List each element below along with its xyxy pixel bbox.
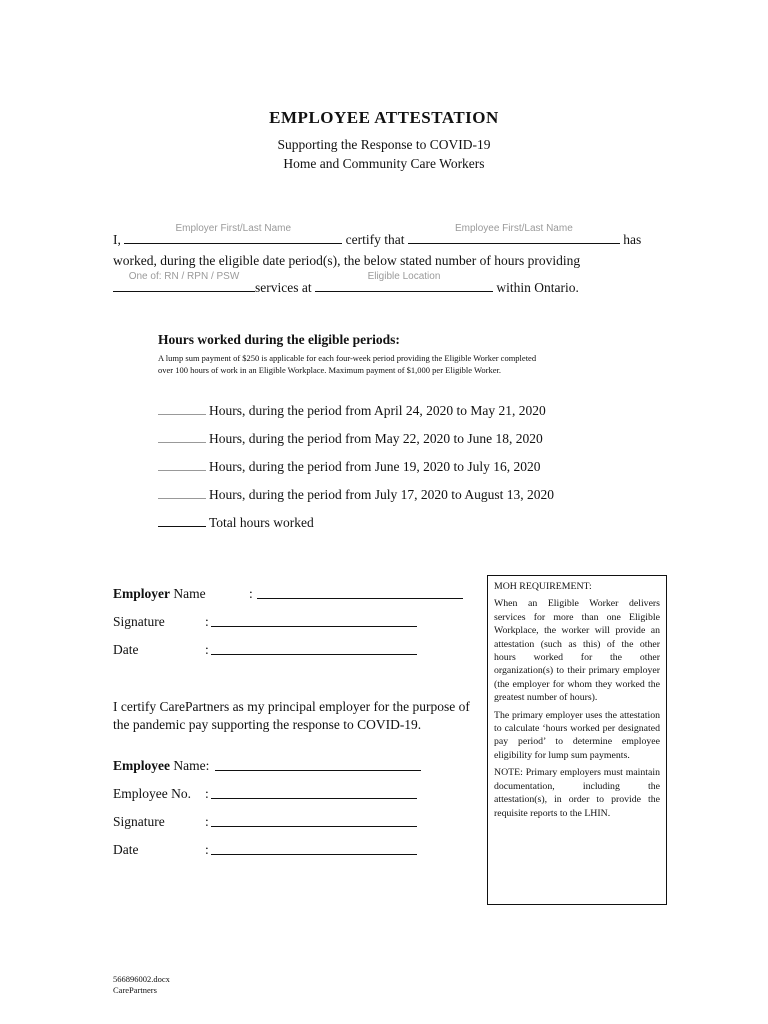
period-label: Hours, during the period from May 22, 2020 to June 18, 2020 bbox=[209, 431, 543, 446]
hours-row bbox=[158, 402, 546, 419]
employer-name-placeholder: Employer First/Last Name bbox=[175, 223, 292, 234]
hours-note-line-1: A lump sum payment of $250 is applicable for each four-week period providing the Eligible Worker completed bbox=[158, 353, 537, 363]
footer-filename: 566896002.docx bbox=[113, 974, 170, 984]
employee-number-label: Employee No. bbox=[113, 786, 191, 801]
colon: : bbox=[205, 614, 209, 629]
footer-company: CarePartners bbox=[113, 985, 157, 995]
employee-name-label: Name: bbox=[170, 758, 210, 773]
hours-note bbox=[158, 352, 618, 376]
hours-input-period-3[interactable] bbox=[158, 458, 206, 471]
attestation-line-2: worked, during the eligible date period(s), the below stated number of hours providing bbox=[113, 253, 581, 268]
document-title: EMPLOYEE ATTESTATION bbox=[269, 108, 499, 127]
role-placeholder: One of: RN / RPN / PSW bbox=[128, 271, 240, 282]
employer-name-field[interactable] bbox=[124, 223, 342, 244]
moh-paragraph-1: When an Eligible Worker delivers services for more than one Eligible Workplace, the worker will provide an attestation (such as this) of the other hours worked for the other organization(s) to their primary employer (the employer for whom they worked the greatest number of hours). bbox=[494, 598, 660, 704]
services-at-text: services at bbox=[255, 280, 312, 295]
employee-number-line[interactable] bbox=[211, 786, 417, 799]
period-label: Hours, during the period from July 17, 2020 to August 13, 2020 bbox=[209, 487, 554, 502]
employer-date-row bbox=[113, 642, 209, 658]
employee-date-label: Date bbox=[113, 842, 139, 857]
colon: : bbox=[249, 586, 253, 601]
employee-signature-line[interactable] bbox=[211, 814, 417, 827]
certify-that-text: certify that bbox=[345, 232, 405, 247]
employee-name-row bbox=[113, 758, 209, 774]
employer-bold-label: Employer bbox=[113, 586, 170, 601]
employee-name-field[interactable] bbox=[408, 223, 620, 244]
employer-signature-row bbox=[113, 614, 209, 630]
moh-requirement-box bbox=[487, 575, 667, 905]
period-label: Hours, during the period from April 24, 2020 to May 21, 2020 bbox=[209, 403, 546, 418]
document-subtitle-2: Home and Community Care Workers bbox=[283, 156, 485, 171]
document-subtitle-1: Supporting the Response to COVID-19 bbox=[277, 137, 491, 152]
employee-bold-label: Employee bbox=[113, 758, 170, 773]
employer-name-label: Name bbox=[170, 586, 206, 601]
colon: : bbox=[205, 786, 209, 801]
employer-signature-line[interactable] bbox=[211, 614, 417, 627]
hours-input-period-2[interactable] bbox=[158, 430, 206, 443]
employer-date-line[interactable] bbox=[211, 642, 417, 655]
hours-input-period-1[interactable] bbox=[158, 402, 206, 415]
moh-heading: MOH REQUIREMENT: bbox=[494, 581, 592, 592]
colon: : bbox=[205, 842, 209, 857]
colon: : bbox=[205, 642, 209, 657]
hours-row bbox=[158, 458, 540, 475]
moh-paragraph-3: NOTE: Primary employers must maintain documentation, including the attestation(s), in order to provide the requisite reports to the LHIN. bbox=[494, 767, 660, 819]
employer-signature-label: Signature bbox=[113, 614, 165, 629]
colon: : bbox=[205, 814, 209, 829]
attestation-line-1 bbox=[113, 223, 642, 248]
employee-name-line[interactable] bbox=[215, 758, 421, 771]
employee-date-line[interactable] bbox=[211, 842, 417, 855]
employee-number-row bbox=[113, 786, 209, 802]
role-field[interactable] bbox=[113, 271, 255, 292]
period-label: Hours, during the period from June 19, 2020 to July 16, 2020 bbox=[209, 459, 541, 474]
i-text: I, bbox=[113, 232, 121, 247]
employer-name-row bbox=[113, 586, 253, 602]
hours-row bbox=[158, 430, 543, 447]
within-ontario-text: within Ontario. bbox=[496, 280, 579, 295]
employee-date-row bbox=[113, 842, 209, 858]
location-field[interactable] bbox=[315, 271, 493, 292]
employer-name-line[interactable] bbox=[257, 586, 463, 599]
employee-name-placeholder: Employee First/Last Name bbox=[454, 223, 573, 234]
certify-statement: I certify CarePartners as my principal employer for the purpose of the pandemic pay supporting the response to COVID-19. bbox=[113, 699, 470, 732]
hours-input-period-4[interactable] bbox=[158, 486, 206, 499]
employee-signature-row bbox=[113, 814, 209, 830]
attestation-line-3 bbox=[113, 271, 579, 296]
has-text: has bbox=[623, 232, 642, 247]
hours-heading: Hours worked during the eligible periods: bbox=[158, 332, 400, 347]
total-hours-row bbox=[158, 514, 314, 531]
employer-date-label: Date bbox=[113, 642, 139, 657]
moh-paragraph-2: The primary employer uses the attestation to calculate ‘hours worked per designated pay period’ to determine employee eligibility for lump sum payments. bbox=[494, 709, 660, 761]
total-hours-label: Total hours worked bbox=[209, 515, 314, 530]
employee-signature-label: Signature bbox=[113, 814, 165, 829]
hours-note-line-2: over 100 hours of work in an Eligible Workplace. Maximum payment of $1,000 per Eligible Worker. bbox=[158, 365, 501, 375]
hours-row bbox=[158, 486, 554, 503]
total-hours-input[interactable] bbox=[158, 514, 206, 527]
location-placeholder: Eligible Location bbox=[367, 271, 441, 282]
page-footer bbox=[113, 974, 170, 996]
